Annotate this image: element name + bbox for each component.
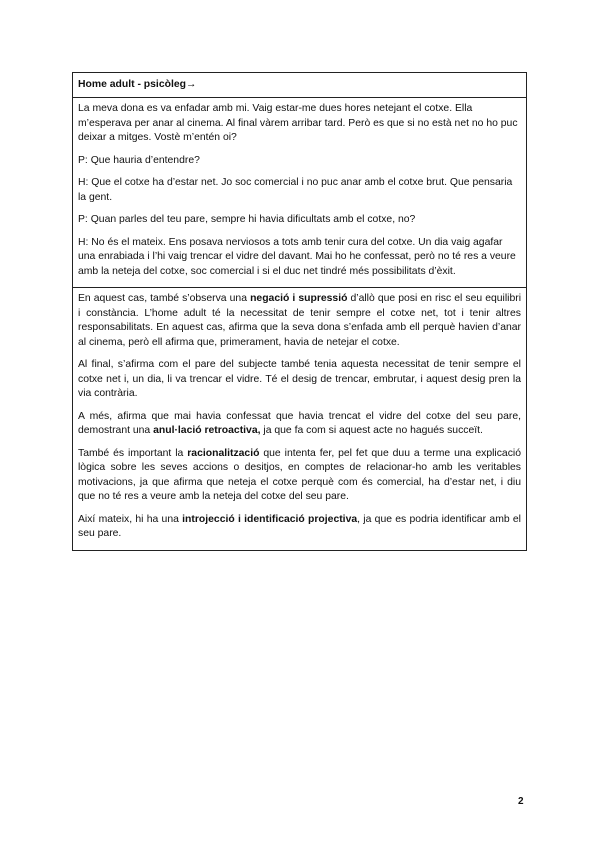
analysis-text: A més, afirma que mai havia confessat que havia trencat el vidre del cotxe del seu pare, demostrant una [78, 410, 521, 436]
dialogue-cell [73, 97, 526, 287]
case-table [72, 72, 527, 551]
analysis-paragraph [78, 447, 521, 505]
dialogue-paragraph: P: Quan parles del teu pare, sempre hi havia dificultats amb el cotxe, no? [78, 214, 416, 225]
analysis-text: ja que fa com si aquest acte no hagués succeït. [260, 425, 483, 436]
defense-term-undoing: anul·lació retroactiva, [153, 425, 261, 436]
defense-term-rationalization: racionalització [187, 447, 260, 459]
table-header-row [73, 73, 526, 97]
analysis-text: També és important la [78, 447, 188, 459]
dialogue-paragraph: H: No és el mateix. Ens posava nerviosos a tots amb tenir cura del cotxe. Un dia vaig agafar una enrabiada i l’hi vaig trencar el vidre del davant. Mai ho he confessat, però no té res a veure amb la neteja del cotxe, soc comercial i si el duc net tindré més possibilitats d’èxit. [78, 236, 516, 277]
page-number: 2 [518, 796, 524, 807]
table-header-title: Home adult - psicòleg→ [78, 79, 197, 90]
dialogue-paragraph: P: Que hauria d’entendre? [78, 154, 200, 166]
analysis-cell [73, 287, 526, 550]
analysis-paragraph [78, 410, 521, 439]
analysis-text: que intenta fer, pel fet que duu a terme una explicació lògica sobre les seves accions o desitjos, en comptes de relacionar-ho amb les veritables motivacions, ja que afirma que neteja el cotxe perquè com és comercial, ha d’estar net, i diu que no té res a veure amb la neteja del cotxe del seu pare. [78, 447, 521, 502]
analysis-paragraph [78, 292, 521, 350]
defense-term-introjection: introjecció i identificació projectiva [182, 513, 358, 525]
defense-term-negation: negació i supressió [250, 293, 348, 304]
analysis-text: , ja que es podria identificar amb el seu pare. [78, 513, 521, 539]
analysis-paragraph [78, 513, 521, 542]
analysis-text: Així mateix, hi ha una [78, 513, 183, 525]
analysis-text: En aquest cas, també s’observa una [78, 293, 251, 304]
dialogue-paragraph: H: Que el cotxe ha d’estar net. Jo soc comercial i no puc anar amb el cotxe brut. Que pensaria la gent. [78, 177, 513, 203]
analysis-paragraph: Al final, s’afirma com el pare del subjecte també tenia aquesta necessitat de tenir sempre el cotxe net i, un dia, li va trencar el vidre. Té el desig de trencar, embrutar, i aquest desig pren la via contrària. [78, 359, 521, 399]
analysis-text: d’allò que posi en risc el seu equilibri i constància. L’home adult té la necessitat de tenir sempre el cotxe net, tot i tenir altres responsabilitats. En aquest cas, afirma que la seva dona s’enfada amb ell perquè havien d’anar al cinema, però ell afirma que, primerament, havia de netejar el cotxe. [78, 293, 522, 348]
dialogue-paragraph: La meva dona es va enfadar amb mi. Vaig estar-me dues hores netejant el cotxe. Ella m’esperava per anar al cinema. Al final vàrem arribar tard. Però es que si no està net no ho puc deixar a mitges. Vostè m’entén oi? [78, 103, 518, 143]
